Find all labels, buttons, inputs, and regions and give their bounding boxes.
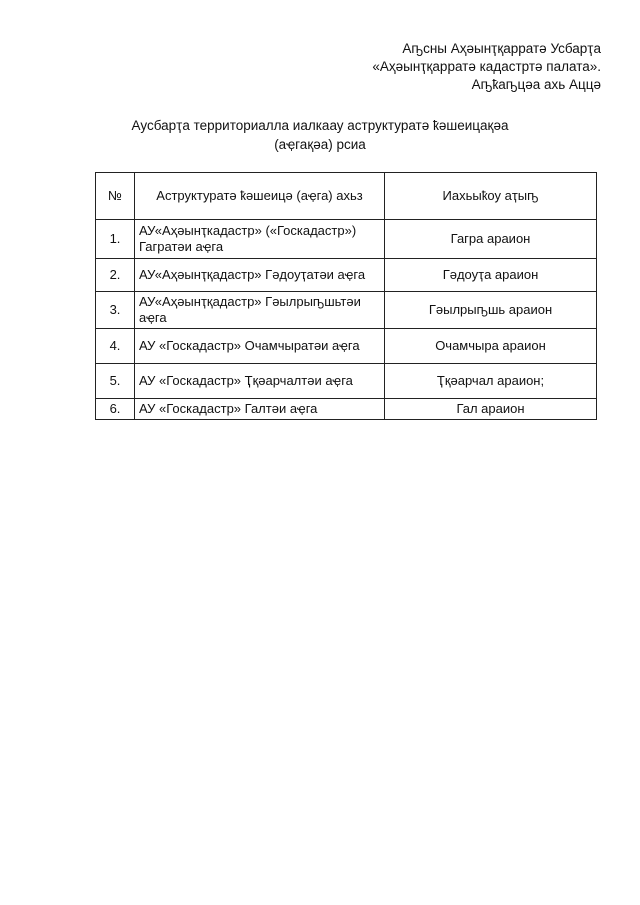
branches-table — [95, 172, 597, 420]
document-title — [0, 116, 640, 154]
header-branch-name: Аструктуратә ҟәшеицә (аҿга) ахьз — [135, 173, 385, 220]
header-block — [372, 40, 601, 94]
row-branch-name: АУ«Аҳәынҭқадастр» Гәдоуҭатәи аҿга — [135, 259, 385, 292]
table-row — [96, 220, 597, 259]
row-location: Гәдоуҭа араион — [385, 259, 597, 292]
row-branch-name: АУ«Аҳәынҭкадастр» («Госкадастр») Гагратәи аҿга — [135, 220, 385, 259]
table-header-row — [96, 173, 597, 220]
document-title-line-1: Аусбарҭа территориалла иалкаау аструктуратә ҟәшеицақәа — [131, 118, 509, 133]
row-number: 4. — [96, 329, 135, 364]
table-row — [96, 329, 597, 364]
document-title-line-2: (аҿгақәа) рсиа — [274, 137, 366, 152]
row-branch-name: АУ«Аҳәынҭқадастр» Гәылрыҧшьтәи аҿга — [135, 292, 385, 329]
header-line-chamber: «Аҳәынҭқарратә кадастртә палата». — [372, 59, 601, 74]
table-row — [96, 364, 597, 399]
row-location: Гал араион — [385, 399, 597, 420]
header-line-organization: Аҧсны Аҳәынҭқарратә Усбарҭа — [402, 41, 601, 56]
row-number: 2. — [96, 259, 135, 292]
row-number: 6. — [96, 399, 135, 420]
row-location: Гәылрыҧшь араион — [385, 292, 597, 329]
row-number: 5. — [96, 364, 135, 399]
table-row — [96, 292, 597, 329]
row-branch-name: АУ «Госкадастр» Очамчыратәи аҿга — [135, 329, 385, 364]
table-row — [96, 399, 597, 420]
header-number: № — [96, 173, 135, 220]
row-number: 1. — [96, 220, 135, 259]
row-location: Ҭқәарчал араион; — [385, 364, 597, 399]
row-branch-name: АУ «Госкадастр» Ҭқәарчалтәи аҿга — [135, 364, 385, 399]
row-location: Гагра араион — [385, 220, 597, 259]
row-location: Очамчыра араион — [385, 329, 597, 364]
header-line-addressee: Аҧҟаҧцәа ахь Аццә — [471, 77, 601, 92]
row-number: 3. — [96, 292, 135, 329]
table-row — [96, 259, 597, 292]
row-branch-name: АУ «Госкадастр» Галтәи аҿга — [135, 399, 385, 420]
header-location: Иахьыҟоу аҭыҧ — [385, 173, 597, 220]
